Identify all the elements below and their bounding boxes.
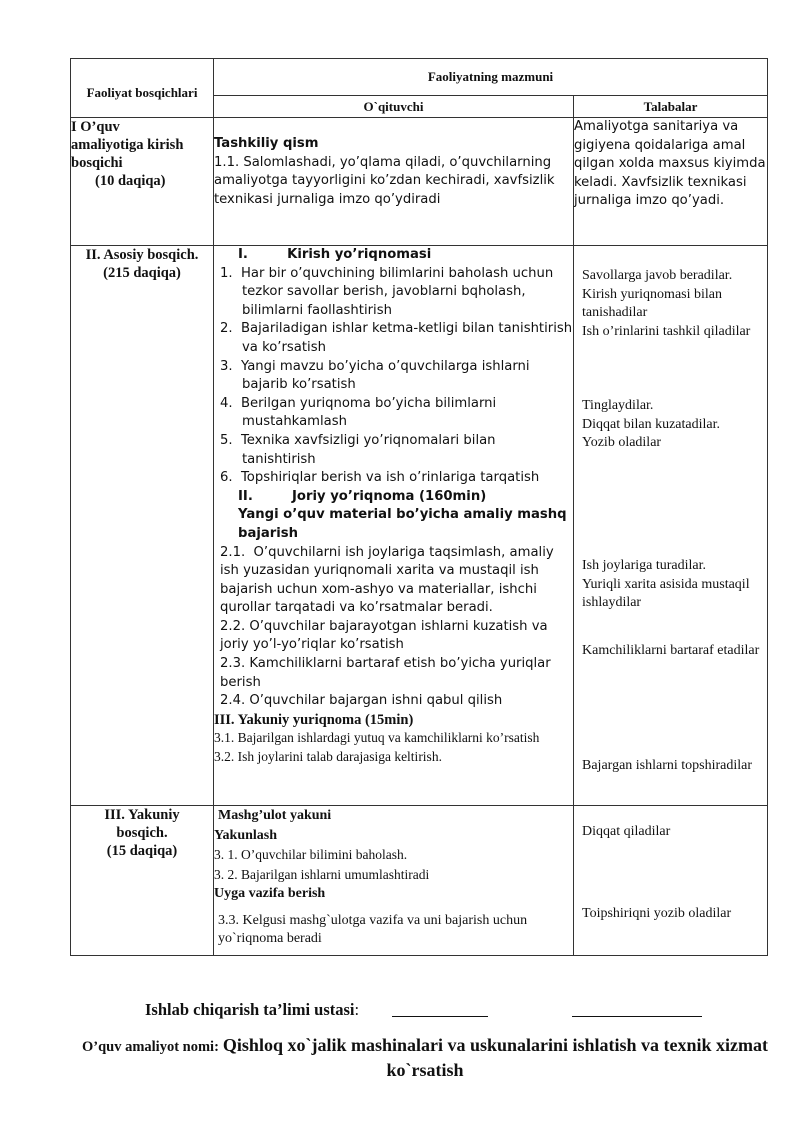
final-title: Mashg’ulot yakuni (218, 808, 332, 823)
intro-item: 2. Bajariladigan ishlar ketma-ketligi bilan tanishtirish va ko’rsatish (220, 321, 573, 355)
stage-main-line: II. Asosiy bosqich. (85, 247, 199, 263)
students-main-item: Diqqat bilan kuzatadilar. (582, 416, 721, 432)
current-item: 2.1. O’quvchilarni ish joylariga taqsimlash, amaliy ish yuzasidan yuriqnomali xarita va mustaqil ish bajarish uchun xom-ashyo va materiallar, ishchi qurollar tarqatadi va ko’rsatmalar beradi. (220, 544, 554, 616)
section-current-heading (214, 488, 573, 507)
lesson-plan-table (70, 58, 768, 956)
section-current-number: II. (238, 488, 253, 504)
students-main-block (582, 557, 763, 613)
master-colon: : (354, 1000, 360, 1019)
students-main-item: Savollarga javob beradilar. Kirish yuriqnomasi bilan tanishadilar (582, 268, 733, 320)
students-final (574, 806, 768, 956)
teacher-intro-title: Tashkiliy qism (214, 136, 319, 151)
signature-blank (392, 1016, 488, 1017)
stage-intro-line: amaliyotiga kirish (71, 137, 184, 153)
stage-intro-line: I O’quv (71, 119, 120, 135)
students-main-item: Yuriqli xarita asisida mustaqil ishlaydilar (582, 576, 750, 610)
master-line (145, 1000, 359, 1020)
students-final-item: Diqqat qiladilar (582, 824, 671, 839)
stage-intro (71, 118, 214, 246)
students-main-item: Tinglaydilar. (582, 398, 654, 413)
practice-title: Qishloq xo`jalik mashinalari va uskunalarini ishlatish va texnik xizmat ko`rsatish (222, 1035, 769, 1080)
intro-item: 5. Texnika xavfsizligi yo’riqnomalari bilan tanishtirish (220, 432, 496, 467)
current-item: 2.2. O’quvchilar bajarayotgan ishlarni kuzatish va joriy yo’l-yo’riqlar ko’rsatish (220, 618, 548, 653)
teacher-final (214, 806, 574, 956)
header-teacher (214, 96, 574, 118)
header-content-label: Faoliyatning mazmuni (427, 69, 554, 84)
final-subtitle: Yakunlash (214, 827, 278, 843)
stage-final-line: bosqich. (116, 825, 168, 841)
intro-item: 1. Har bir o’quvchining bilimlarini baholash uchun tezkor savollar berish, javoblarni bqholash, bilimlarni faollashtirish (220, 265, 554, 318)
header-students (574, 96, 768, 118)
homework-title: Uyga vazifa berish (214, 886, 326, 901)
students-main-item: Ish o’rinlarini tashkil qiladilar (582, 323, 751, 339)
final-item: 3. 1. O’quvchilar bilimini baholash. (214, 847, 408, 862)
section-intro-number: I. (238, 247, 248, 262)
stage-main (71, 246, 214, 806)
students-main-item: Yozib oladilar (582, 435, 662, 450)
practice-name (80, 1034, 770, 1083)
final-item: 3.1. Bajarilgan ishlardagi yutuq va kamchiliklarni ko’rsatish (214, 730, 540, 746)
teacher-intro-text: 1.1. Salomlashadi, yo’qlama qiladi, o’quvchilarning amaliyotga tayyorligini ko’zdan kechiradi, xavfsizlik texnikasi jurnaliga imzo qo’ydiradi (214, 154, 555, 207)
stage-final (71, 806, 214, 956)
students-main-item: Ish joylariga turadilar. (582, 558, 707, 573)
practice-label: O’quv amaliyot nomi: (81, 1039, 219, 1055)
teacher-main (214, 246, 574, 806)
header-students-label: Talabalar (643, 98, 698, 114)
students-main-block (582, 267, 763, 341)
stage-final-duration: (15 daqiqa) (106, 843, 178, 859)
homework-item: 3.3. Kelgusi mashg`ulotga vazifa va uni bajarish uchun yo`riqnoma beradi (218, 912, 528, 946)
teacher-intro (214, 118, 574, 246)
stage-final-line: III. Yakuniy (104, 807, 180, 823)
students-main-item: Bajargan ishlarni topshiradilar (582, 758, 753, 773)
header-stages-label: Faoliyat bosqichlari (86, 85, 198, 100)
students-main (574, 246, 768, 806)
intro-item: 4. Berilgan yuriqnoma bo’yicha bilimlarni mustahkamlash (220, 395, 497, 430)
intro-item: 6. Topshiriqlar berish va ish o’rinlariga tarqatish (220, 470, 540, 486)
final-item: 3. 2. Bajarilgan ishlarni umumlashtiradi (214, 866, 430, 882)
students-main-item: Kamchiliklarni bartaraf etadilar (582, 643, 760, 658)
stage-intro-duration: (10 daqiqa) (95, 173, 166, 189)
current-item: 2.4. O’quvchilar bajargan ishni qabul qilish (220, 693, 503, 709)
master-label: Ishlab chiqarish ta’limi ustasi (145, 1000, 355, 1019)
signature-blank (572, 1016, 702, 1017)
stage-main-duration: (215 daqiqa) (103, 265, 181, 281)
header-stages (71, 59, 214, 118)
students-main-block (582, 757, 763, 776)
current-item: 2.3. Kamchiliklarni bartaraf etish bo’yicha yuriqlar berish (220, 656, 551, 690)
students-final-item: Toipshiriqni yozib oladilar (582, 906, 732, 921)
section-intro-heading (214, 246, 573, 265)
section-current-title: Joriy yo’riqnoma (160min) (292, 488, 487, 504)
header-content (214, 59, 768, 96)
students-intro-text: Amaliyotga sanitariya va gigiyena qoidalariga amal qilgan xolda maxsus kiyimda keladi. Xavfsizlik texnikasi jurnaliga imzo qo’yadi. (574, 119, 766, 208)
students-intro (574, 118, 768, 246)
intro-item: 3. Yangi mavzu bo’yicha o’quvchilarga ishlarni bajarib ko’rsatish (220, 358, 530, 393)
section-current-subtitle: Yangi o’quv material bo’yicha amaliy mashq bajarish (238, 507, 567, 541)
header-teacher-label: O`qituvchi (363, 98, 424, 114)
students-main-block (582, 642, 763, 661)
final-item: 3.2. Ish joylarini talab darajasiga keltirish. (214, 749, 442, 765)
stage-intro-line: bosqichi (71, 155, 123, 171)
section-final-title: III. Yakuniy yuriqnoma (15min) (214, 711, 414, 728)
section-intro-title: Kirish yo’riqnomasi (287, 247, 432, 262)
students-main-block (582, 397, 763, 453)
